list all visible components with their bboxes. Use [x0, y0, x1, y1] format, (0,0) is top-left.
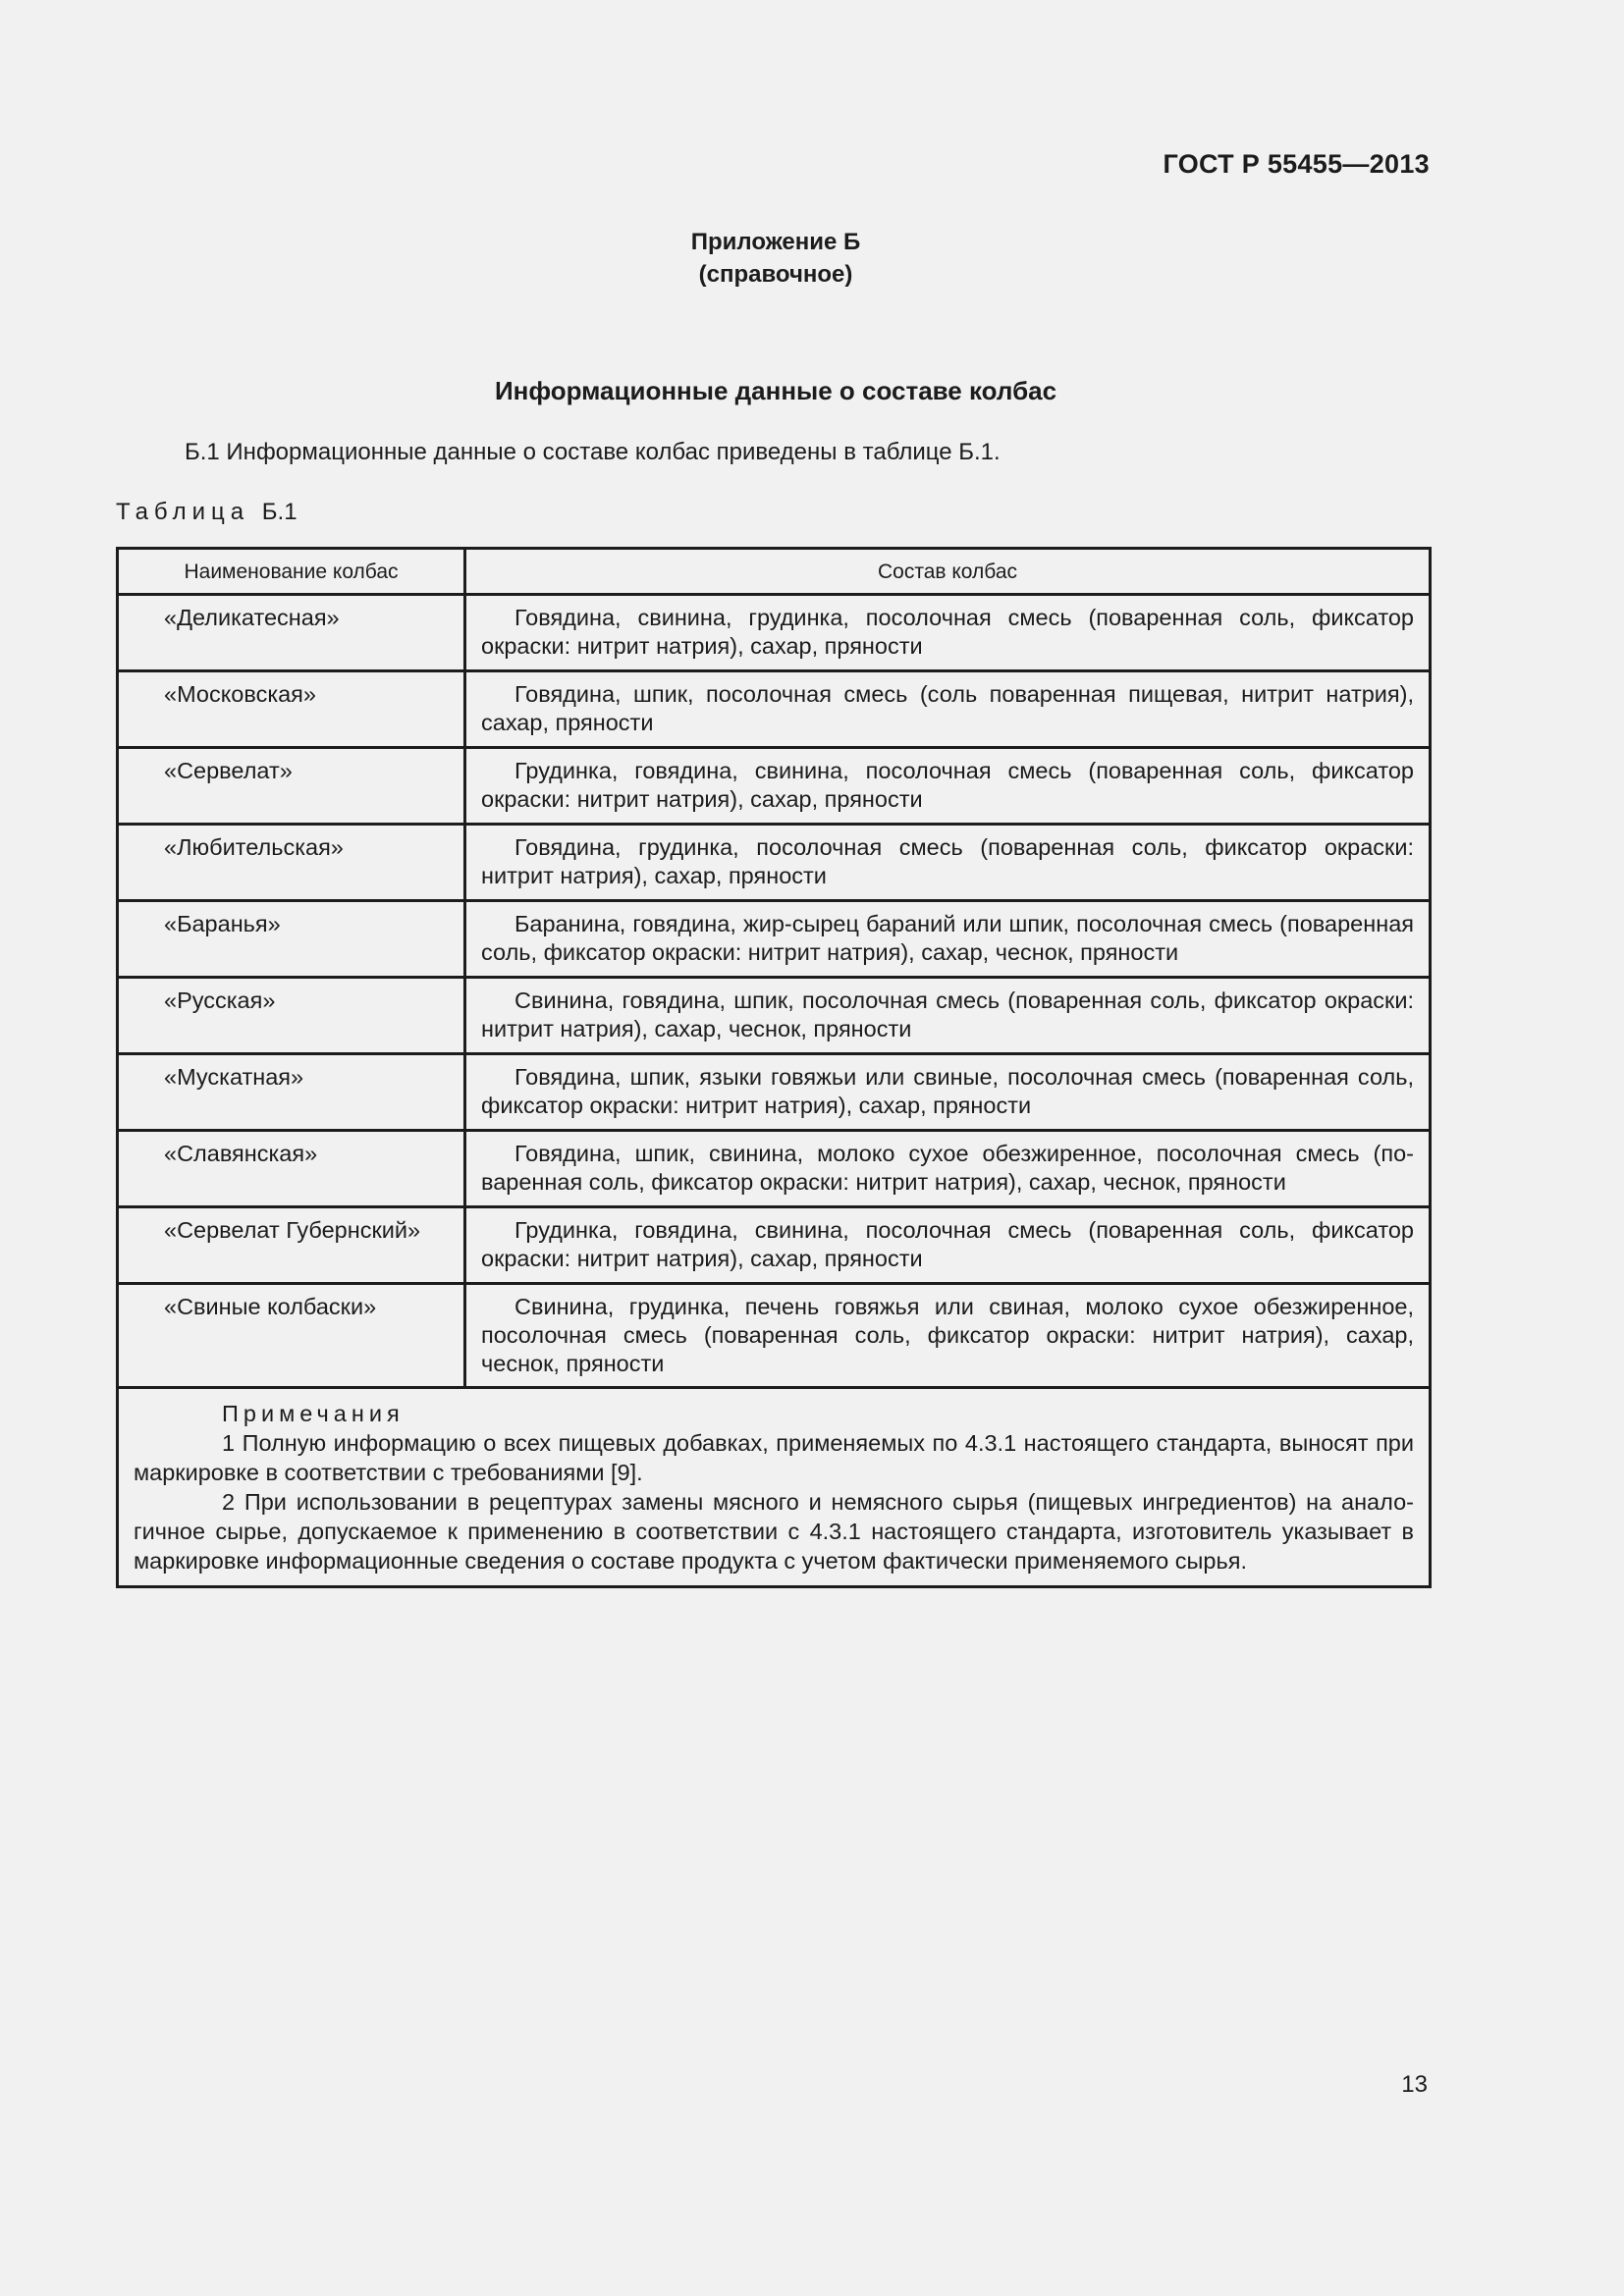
note-item: 1 Полную информацию о всех пищевых добавках, применяемых по 4.3.1 настоящего стандарта, выносят при маркировке в соответствии с требованиями [9].	[134, 1430, 1414, 1485]
table-row	[118, 1054, 1431, 1131]
table-body	[118, 595, 1431, 1388]
sausage-name-cell: «Мускатная»	[118, 1054, 465, 1131]
table-label-word: Таблица	[116, 499, 250, 525]
document-code: ГОСТ Р 55455—2013	[1163, 149, 1430, 179]
sausage-composition-cell: Свинина, говядина, шпик, посолочная смесь (поваренная соль, фиксатор окраски: нитрит натрия), сахар, чеснок, пряности	[465, 978, 1431, 1054]
note-item: 2 При использовании в рецептурах замены мясного и немясного сырья (пищевых ингредиентов) на аналогичное сырье, допускаемое к применению в соответствии с 4.3.1 настоящего стандарта, изготовитель указывает в маркировке информационные сведения о составе продукта с учетом фактически применяемого сырья.	[134, 1489, 1414, 1574]
table-row	[118, 978, 1431, 1054]
sausage-composition-cell: Говядина, шпик, посолочная смесь (соль поваренная пищевая, нитрит натрия), сахар, пряности	[465, 671, 1431, 748]
table-label-number: Б.1	[261, 499, 298, 525]
sausage-composition-cell: Говядина, шпик, языки говяжьи или свиные, посолочная смесь (поваренная соль, фиксатор окраски: нитрит натрия), сахар, пряности	[465, 1054, 1431, 1131]
sausage-composition-cell: Баранина, говядина, жир-сырец бараний или шпик, посолочная смесь (поваренная соль, фиксатор окраски: нитрит натрия), сахар, чеснок, пряности	[465, 901, 1431, 978]
sausage-name-cell: «Свиные колбаски»	[118, 1284, 465, 1388]
appendix-heading	[0, 226, 1551, 291]
table-header-row	[118, 549, 1431, 595]
sausage-name-cell: «Любительская»	[118, 825, 465, 901]
sausage-composition-cell: Свинина, грудинка, печень говяжья или свиная, молоко сухое обезжиренное, посолочная смесь (поваренная соль, фиксатор окраски: нитрит натрия), сахар, чеснок, пряности	[465, 1284, 1431, 1388]
sausage-name-cell: «Сервелат Губернский»	[118, 1207, 465, 1284]
sausage-composition-cell: Говядина, грудинка, посолочная смесь (поваренная соль, фиксатор окраски: нитрит натрия), сахар, пряности	[465, 825, 1431, 901]
table-label	[116, 499, 298, 526]
table-row	[118, 901, 1431, 978]
sausage-name-cell: «Деликатесная»	[118, 595, 465, 671]
sausage-name-cell: «Баранья»	[118, 901, 465, 978]
table-row	[118, 1131, 1431, 1207]
column-header-composition: Состав колбас	[465, 549, 1431, 595]
sausage-composition-cell: Грудинка, говядина, свинина, посолочная смесь (поваренная соль, фиксатор окраски: нитрит натрия), сахар, пряности	[465, 748, 1431, 825]
sausage-composition-cell: Говядина, свинина, грудинка, посолочная смесь (поваренная соль, фиксатор окраски: нитрит натрия), сахар, пряности	[465, 595, 1431, 671]
appendix-kind: (справочное)	[698, 261, 853, 288]
notes-title: Примечания	[222, 1401, 405, 1426]
sausage-name-cell: «Московская»	[118, 671, 465, 748]
table-row	[118, 748, 1431, 825]
table-row	[118, 1284, 1431, 1388]
sausage-name-cell: «Русская»	[118, 978, 465, 1054]
section-title: Информационные данные о составе колбас	[494, 376, 1057, 405]
table-notes	[118, 1388, 1431, 1587]
table-row	[118, 595, 1431, 671]
table-row	[118, 825, 1431, 901]
sausage-name-cell: «Славянская»	[118, 1131, 465, 1207]
intro-paragraph: Б.1 Информационные данные о составе колбас приведены в таблице Б.1.	[185, 439, 1001, 465]
appendix-title: Приложение Б	[690, 229, 861, 255]
sausage-composition-table	[116, 547, 1432, 1588]
page-number: 13	[1401, 2071, 1428, 2098]
sausage-composition-cell: Говядина, шпик, свинина, молоко сухое обезжиренное, посолочная смесь (поваренная соль, фиксатор окраски: нитрит натрия), сахар, чеснок, пряности	[465, 1131, 1431, 1207]
sausage-composition-cell: Грудинка, говядина, свинина, посолочная смесь (поваренная соль, фиксатор окраски: нитрит натрия), сахар, пряности	[465, 1207, 1431, 1284]
column-header-name: Наименование колбас	[118, 549, 465, 595]
table-row	[118, 1207, 1431, 1284]
table-notes-row	[118, 1388, 1431, 1587]
sausage-name-cell: «Сервелат»	[118, 748, 465, 825]
table-row	[118, 671, 1431, 748]
